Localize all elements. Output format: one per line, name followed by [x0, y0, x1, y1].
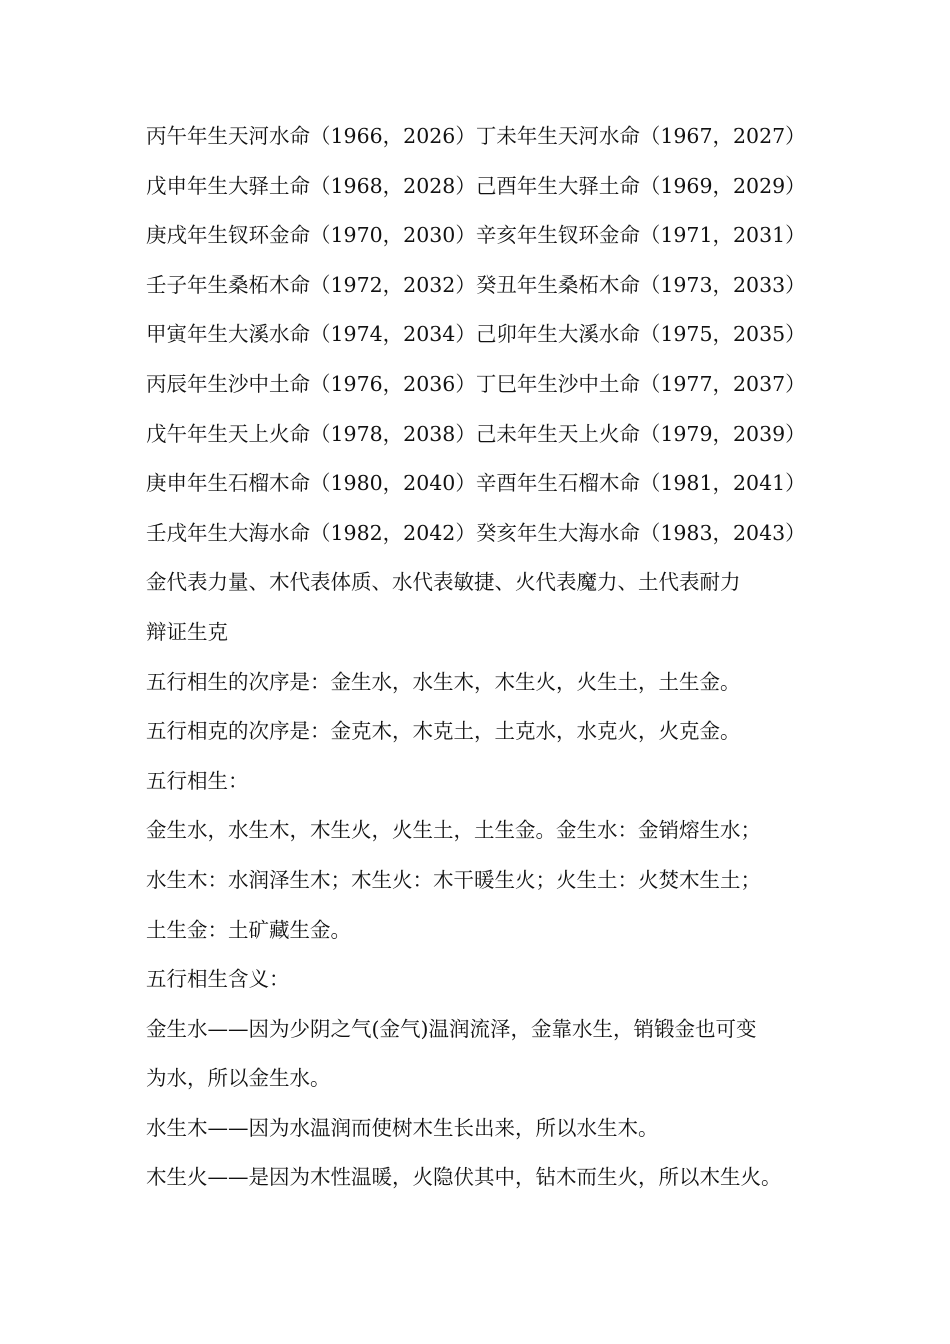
text-line-13: 五行相克的次序是：金克木，木克土，土克水，水克火，火克金。: [146, 719, 741, 744]
text-line-16: 水生木：水润泽生木；木生火：木干暖生火；火生土：火焚木生土；: [146, 867, 761, 892]
text-line-7: 戊午年生天上火命（1978，2038）己未年生天上火命（1979，2039）: [146, 421, 806, 446]
text-line-20: 为水，所以金生水。: [146, 1066, 331, 1091]
text-line-5: 甲寅年生大溪水命（1974，2034）己卯年生大溪水命（1975，2035）: [146, 322, 806, 347]
text-line-2: 戊申年生大驿土命（1968，2028）己酉年生大驿土命（1969，2029）: [146, 173, 806, 198]
document-body: [146, 112, 826, 1203]
text-line-12: 五行相生的次序是：金生水，水生木，木生火，火生土，土生金。: [146, 669, 741, 694]
text-line-21: 水生木——因为水温润而使树木生长出来，所以水生木。: [146, 1115, 659, 1140]
text-line-4: 壬子年生桑柘木命（1972，2032）癸丑年生桑柘木命（1973，2033）: [146, 272, 806, 297]
text-line-17: 土生金：土矿藏生金。: [146, 917, 351, 942]
text-line-15: 金生水，水生木，木生火，火生土，土生金。金生水：金销熔生水；: [146, 818, 761, 843]
section-heading: 辩证生克: [146, 619, 228, 644]
text-line-1: 丙午年生天河水命（1966，2026）丁未年生天河水命（1967，2027）: [146, 124, 806, 148]
text-line-10: 金代表力量、木代表体质、水代表敏捷、火代表魔力、土代表耐力: [146, 570, 741, 595]
subheading-sheng: 五行相生：: [146, 768, 249, 793]
text-line-6: 丙辰年生沙中土命（1976，2036）丁巳年生沙中土命（1977，2037）: [146, 371, 806, 396]
text-line-19: 金生水——因为少阴之气(金气)温润流泽，金靠水生，销锻金也可变: [146, 1016, 757, 1041]
subheading-meaning: 五行相生含义：: [146, 967, 290, 992]
text-line-3: 庚戌年生钗环金命（1970，2030）辛亥年生钗环金命（1971，2031）: [146, 223, 806, 248]
text-line-8: 庚申年生石榴木命（1980，2040）辛酉年生石榴木命（1981，2041）: [146, 471, 806, 496]
text-line-22: 木生火——是因为木性温暖，火隐伏其中，钻木而生火，所以木生火。: [146, 1165, 782, 1190]
text-line-9: 壬戌年生大海水命（1982，2042）癸亥年生大海水命（1983，2043）: [146, 520, 806, 545]
